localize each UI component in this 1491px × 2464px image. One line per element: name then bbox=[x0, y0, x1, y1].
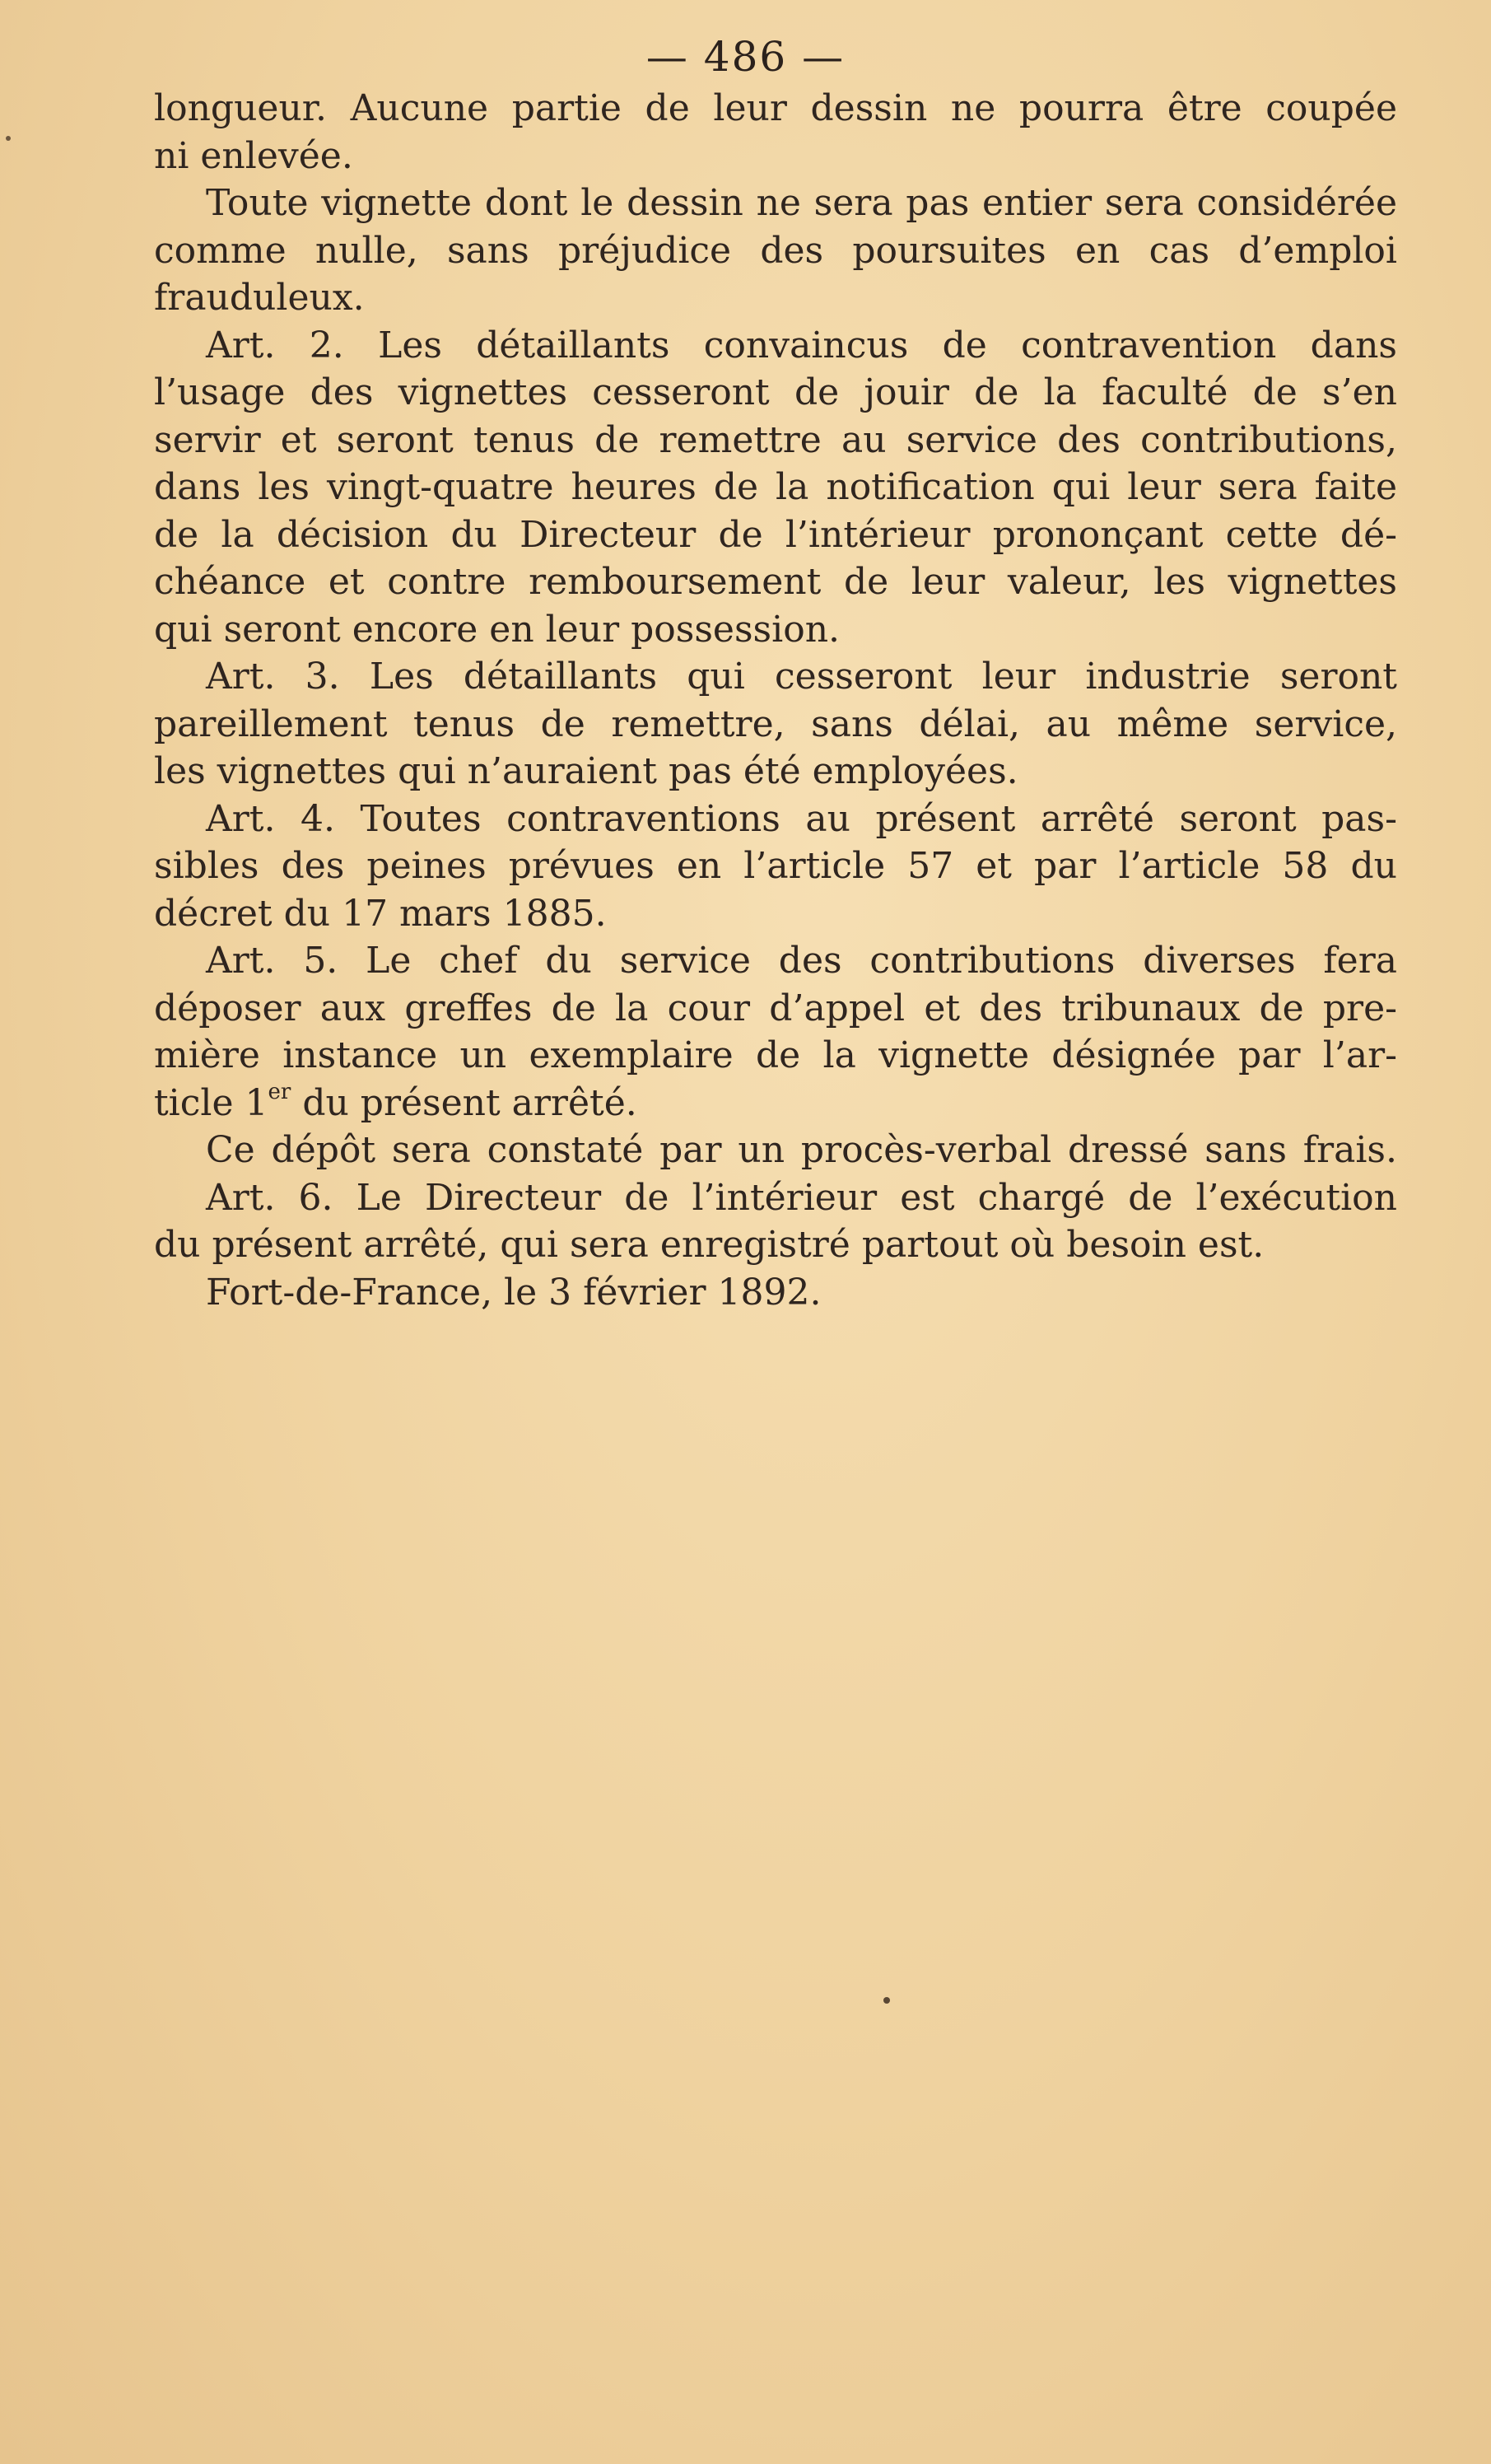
superscript-er: er bbox=[268, 1079, 291, 1104]
text-line: longueur. Aucune partie de leur dessin ne pourra être coupée bbox=[154, 87, 1397, 129]
text-line: déposer aux greffes de la cour d’appel et des tribunaux de pre- bbox=[154, 987, 1397, 1029]
text-line: dans les vingt-quatre heures de la notification qui leur sera faite bbox=[154, 466, 1397, 508]
text-line: pareillement tenus de remettre, sans délai, au même service, bbox=[154, 702, 1397, 745]
text-line-end: du présent arrêté. bbox=[291, 1081, 637, 1124]
text-line: Toute vignette dont le dessin ne sera pas entier sera considérée bbox=[206, 182, 1397, 224]
text-line: l’usage des vignettes cesseront de jouir de la faculté de s’en bbox=[154, 371, 1397, 413]
text-line: Art. 2. Les détaillants convaincus de contravention dans bbox=[206, 324, 1397, 366]
text-line: Art. 6. Le Directeur de l’intérieur est chargé de l’exécution bbox=[206, 1176, 1397, 1219]
text-line: les vignettes qui n’auraient pas été employées. bbox=[154, 750, 1018, 792]
text-line: Ce dépôt sera constaté par un procès-verbal dressé sans frais. bbox=[206, 1129, 1397, 1171]
text-line: ni enlevée. bbox=[154, 134, 353, 177]
text-line: mière instance un exemplaire de la vignette désignée par l’ar- bbox=[154, 1034, 1397, 1076]
signature-line: Fort-de-France, le 3 février 1892. bbox=[206, 1271, 822, 1314]
text-line: décret du 17 mars 1885. bbox=[154, 892, 607, 935]
page-number: — 486 — bbox=[645, 33, 846, 81]
text-line: du présent arrêté, qui sera enregistré partout où besoin est. bbox=[154, 1224, 1265, 1266]
text-line: sibles des peines prévues en l’article 57 et par l’article 58 du bbox=[154, 845, 1397, 887]
text-line: Art. 4. Toutes contraventions au présent arrêté seront pas- bbox=[206, 797, 1397, 840]
paper-speck bbox=[6, 136, 11, 141]
text-line-start: ticle 1 bbox=[154, 1081, 268, 1124]
paper-speck bbox=[883, 1997, 890, 2004]
text-line: Art. 5. Le chef du service des contributions diverses fera bbox=[206, 940, 1397, 982]
text-line: chéance et contre remboursement de leur valeur, les vignettes bbox=[154, 561, 1397, 603]
text-line: frauduleux. bbox=[154, 277, 365, 319]
text-line: de la décision du Directeur de l’intérieur prononçant cette dé- bbox=[154, 513, 1397, 556]
text-line: servir et seront tenus de remettre au service des contributions, bbox=[154, 418, 1397, 461]
body-text bbox=[154, 85, 1397, 1316]
text-line: qui seront encore en leur possession. bbox=[154, 608, 841, 651]
text-line bbox=[154, 1080, 1397, 1127]
text-line: comme nulle, sans préjudice des poursuites en cas d’emploi bbox=[154, 229, 1397, 272]
text-line: Art. 3. Les détaillants qui cesseront leur industrie seront bbox=[206, 656, 1397, 698]
